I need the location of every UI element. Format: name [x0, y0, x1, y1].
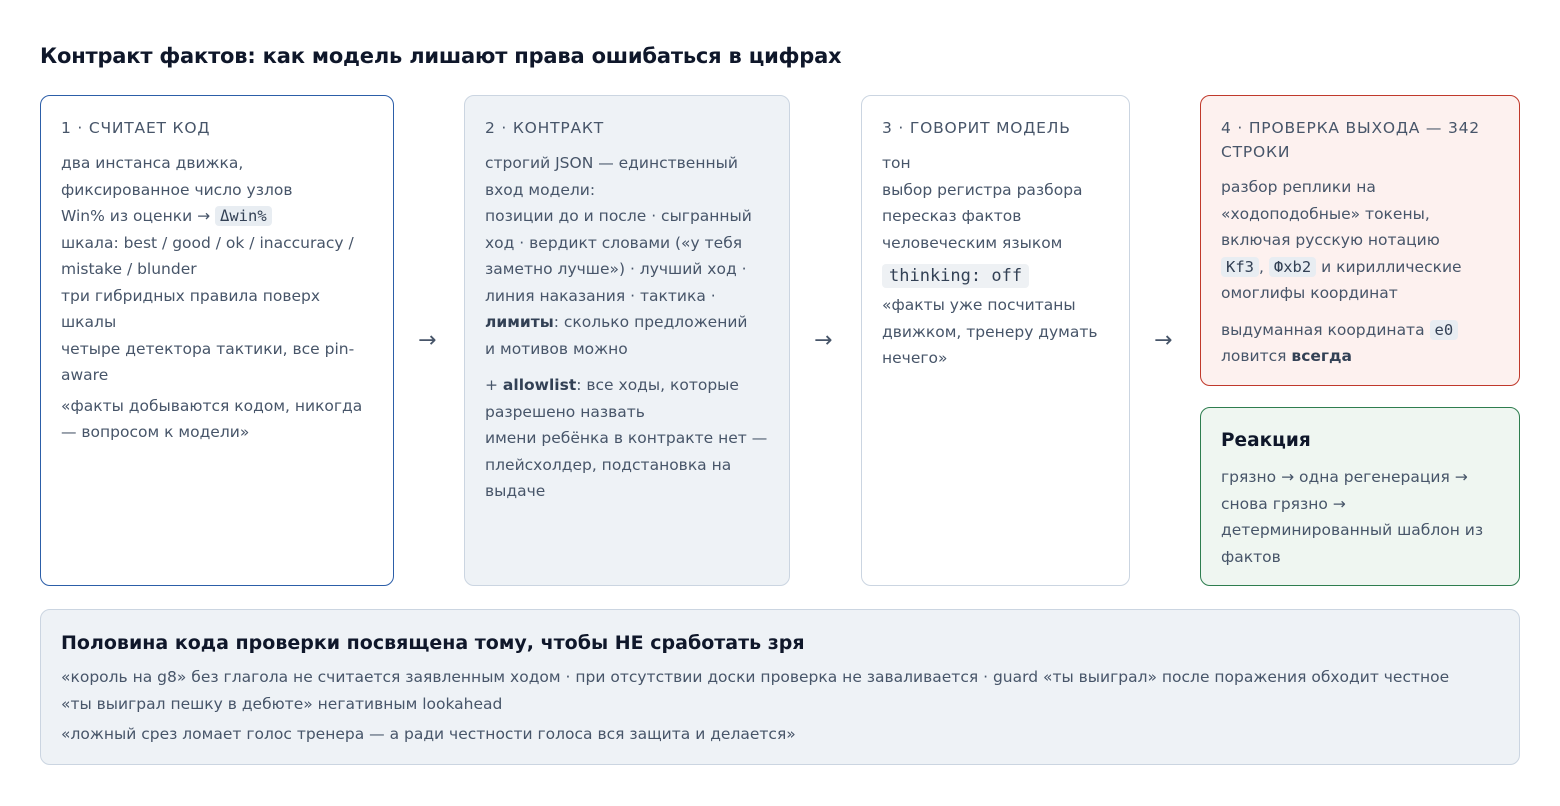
card-line: строгий JSON — единственный: [485, 154, 738, 172]
card-line: aware: [61, 366, 109, 384]
bold-term: всегда: [1291, 347, 1352, 365]
card-line: [1221, 317, 1499, 344]
step-heading: 1 · СЧИТАЕТ КОД: [61, 119, 211, 137]
card-line: человеческим языком: [882, 233, 1063, 252]
step-heading-line: СТРОКИ: [1221, 143, 1291, 161]
card-line: [61, 203, 373, 230]
card-quote-line: «факты уже посчитаны: [882, 296, 1076, 314]
card-line: [1221, 254, 1499, 281]
card-line: [1221, 343, 1499, 370]
flow-arrow: →: [814, 328, 833, 353]
card-line: фиксированное число узлов: [61, 180, 293, 199]
false-positive-panel: [40, 609, 1520, 765]
step-card-compute: [40, 95, 394, 586]
card-line: разрешено назвать: [485, 402, 645, 421]
page-title: Контракт фактов: как модель лишают права ошибаться в цифрах: [40, 44, 842, 68]
card-text: : все ходы, которые: [576, 376, 739, 394]
card-line: ход · вердикт словами («у тебя: [485, 233, 743, 252]
card-line: разбор реплики на: [1221, 178, 1376, 196]
card-line: выбор регистра разбора: [882, 180, 1083, 199]
card-line: выдаче: [485, 482, 546, 500]
step-heading: 2 · КОНТРАКТ: [485, 119, 604, 137]
bold-term: allowlist: [502, 376, 577, 394]
card-line: плейсхолдер, подстановка на: [485, 455, 732, 474]
card-quote-line: движком, тренеру думать: [882, 322, 1098, 341]
step-heading-line: 4 · ПРОВЕРКА ВЫХОДА — 342: [1221, 119, 1480, 137]
reaction-title: Реакция: [1221, 430, 1311, 451]
panel-line: «ты выиграл пешку в дебюте» негативным lookahead: [61, 694, 503, 713]
card-line: шкалы: [61, 313, 117, 331]
card-quote-line: «факты добываются кодом, никогда: [61, 396, 363, 415]
code-chip: Фxb2: [1269, 257, 1316, 277]
panel-line: «король на g8» без глагола не считается заявленным ходом · при отсутствии доски проверка не заваливается · guard «ты выиграл» после поражения обходит честное: [61, 668, 1450, 686]
card-line: имени ребёнка в контракте нет —: [485, 429, 768, 447]
card-text: : сколько предложений: [553, 313, 748, 331]
card-line: снова грязно →: [1221, 494, 1346, 513]
card-line: два инстанса движка,: [61, 154, 244, 172]
card-line: детерминированный шаблон из: [1221, 521, 1484, 539]
card-line: линия наказания · тактика ·: [485, 286, 716, 305]
code-chip: е0: [1430, 320, 1459, 340]
code-chip: Δwin%: [215, 206, 272, 226]
card-line: и мотивов можно: [485, 339, 628, 358]
panel-quote-line: «ложный срез ломает голос тренера — а ради честности голоса вся защита и делается»: [61, 725, 796, 743]
card-line: четыре детектора тактики, все pin-: [61, 339, 355, 358]
card-text: Win% из оценки →: [61, 207, 215, 225]
step-heading: [1221, 116, 1499, 164]
card-text: и кириллические: [1321, 257, 1462, 276]
card-line: заметно лучше») · лучший ход ·: [485, 260, 747, 278]
card-line: [485, 309, 769, 336]
card-line: вход модели:: [485, 180, 596, 199]
card-line: три гибридных правила поверх: [61, 286, 321, 305]
card-quote-line: нечего»: [882, 349, 948, 367]
step-card-model: [861, 95, 1130, 586]
card-line: «ходоподобные» токены,: [1221, 204, 1430, 223]
reaction-card: [1200, 407, 1520, 586]
panel-title: Половина кода проверки посвящена тому, чтобы НЕ сработать зря: [61, 632, 805, 654]
code-chip: Кf3: [1221, 257, 1259, 277]
card-line: [485, 372, 769, 399]
card-text: ловится: [1221, 347, 1292, 365]
card-line: шкала: best / good / ok / inaccuracy /: [61, 233, 354, 252]
step-heading: 3 · ГОВОРИТ МОДЕЛЬ: [882, 119, 1071, 137]
step-card-contract: [464, 95, 790, 586]
flow-arrow: →: [418, 328, 437, 353]
bold-term: лимиты: [485, 313, 554, 331]
card-line: фактов: [1221, 547, 1281, 566]
thinking-code-chip: thinking: off: [882, 264, 1029, 288]
card-line: пересказ фактов: [882, 207, 1022, 225]
card-line: грязно → одна регенерация →: [1221, 468, 1468, 486]
card-quote-line: — вопросом к модели»: [61, 423, 250, 441]
card-line: омоглифы координат: [1221, 284, 1398, 302]
card-text: ,: [1259, 257, 1264, 276]
flow-arrow: →: [1154, 328, 1173, 353]
card-text: выдуманная координата: [1221, 320, 1425, 339]
step-card-output-check: [1200, 95, 1520, 386]
card-line: mistake / blunder: [61, 260, 197, 278]
card-line: тон: [882, 154, 911, 172]
card-text: +: [485, 376, 503, 394]
card-line: позиции до и после · сыгранный: [485, 207, 752, 225]
card-line: включая русскую нотацию: [1221, 231, 1440, 249]
